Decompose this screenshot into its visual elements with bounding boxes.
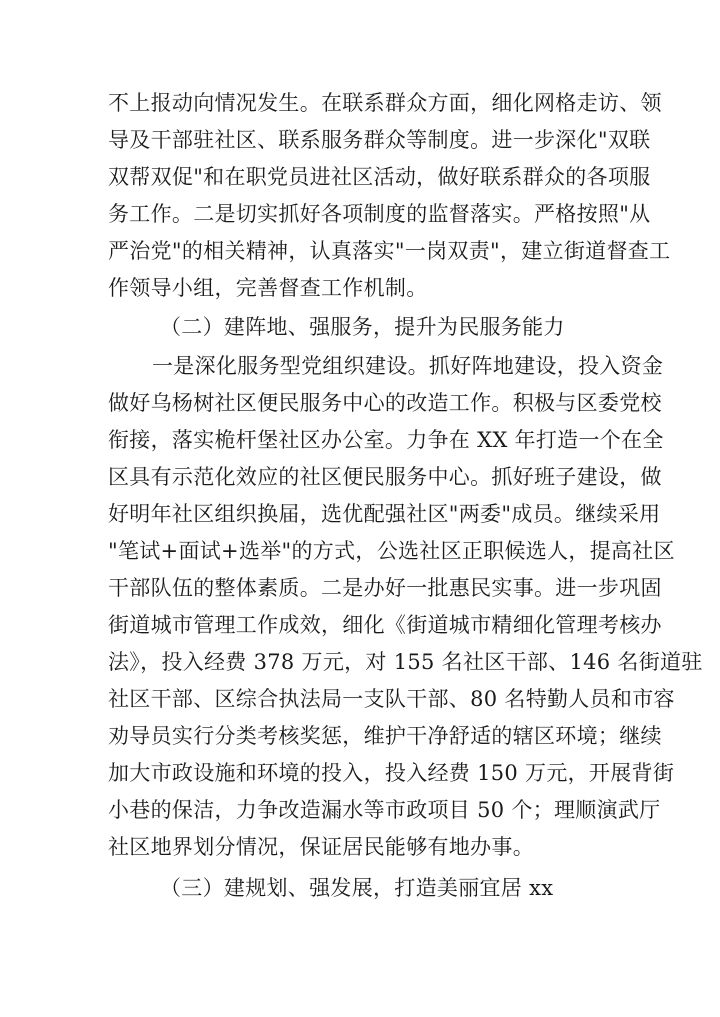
body-line-13: "笔试+面试+选举"的方式，公选社区正职候选人，提高社区: [108, 539, 675, 563]
body-line-18: 劝导员实行分类考核奖惩，维护干净舒适的辖区环境；继续: [108, 724, 662, 748]
body-line-15: 街道城市管理工作成效，细化《街道城市精细化管理考核办: [108, 613, 662, 637]
body-line-11: 区具有示范化效应的社区便民服务中心。抓好班子建设，做: [108, 465, 662, 489]
body-line-20: 小巷的保洁，力争改造漏水等市政项目 50 个；理顺演武厅: [108, 798, 661, 822]
body-line-9: 做好乌杨树社区便民服务中心的改造工作。积极与区委党校: [108, 391, 662, 415]
body-line-12: 好明年社区组织换届，选优配强社区"两委"成员。继续采用: [108, 502, 661, 526]
section-heading-2: （二）建阵地、强服务，提升为民服务能力: [160, 315, 565, 339]
body-line-1: 不上报动向情况发生。在联系群众方面，细化网格走访、领: [108, 91, 662, 115]
body-line-19: 加大市政设施和环境的投入，投入经费 150 万元，开展背街: [108, 761, 675, 785]
body-line-21: 社区地界划分情况，保证居民能够有地办事。: [108, 835, 534, 859]
body-line-16: 法》，投入经费 378 万元，对 155 名社区干部、146 名街道驻: [108, 650, 703, 674]
body-line-4: 务工作。二是切实抓好各项制度的监督落实。严格按照"从: [108, 202, 651, 226]
body-line-17: 社区干部、区综合执法局一支队干部、80 名特勤人员和市容: [108, 687, 675, 711]
body-line-2: 导及干部驻社区、联系服务群众等制度。进一步深化"双联: [108, 128, 651, 152]
body-line-10: 衔接，落实桅杆堡社区办公室。力争在 XX 年打造一个在全: [108, 428, 664, 452]
body-line-8: 一是深化服务型党组织建设。抓好阵地建设，投入资金: [152, 354, 664, 378]
body-line-14: 干部队伍的整体素质。二是办好一批惠民实事。进一步巩固: [108, 576, 662, 600]
body-line-6: 作领导小组，完善督查工作机制。: [108, 276, 428, 300]
section-heading-3: （三）建规划、强发展，打造美丽宜居 xx: [160, 876, 554, 900]
body-line-5: 严治党"的相关精神，认真落实"一岗双责"，建立街道督查工: [108, 239, 671, 263]
body-line-3: 双帮双促"和在职党员进社区活动，做好联系群众的各项服: [108, 165, 651, 189]
